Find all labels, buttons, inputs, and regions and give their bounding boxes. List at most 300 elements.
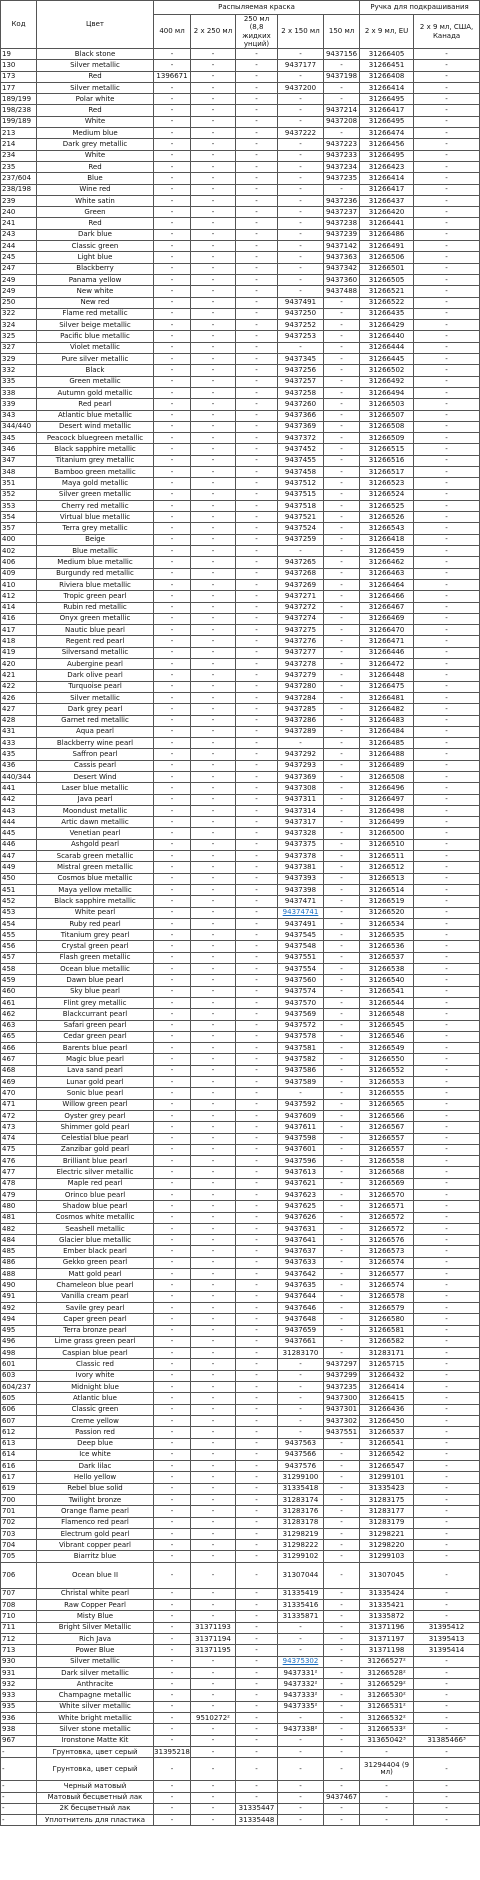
cell-150ml: - <box>324 613 360 624</box>
cell-pen-us: - <box>414 1679 480 1690</box>
cell-code: 607 <box>1 1415 37 1426</box>
cell-color: Silver green metallic <box>37 489 154 500</box>
cell-250ml: - <box>236 161 278 172</box>
cell-2x250ml: - <box>191 636 236 647</box>
cell-pen-us: - <box>414 1562 480 1588</box>
cell-code: 491 <box>1 1291 37 1302</box>
cell-2x150ml: 31307044 <box>278 1562 324 1588</box>
cell-pen-us: - <box>414 918 480 929</box>
cell-400ml: - <box>154 60 191 71</box>
cell-pen-us: - <box>414 1212 480 1223</box>
cell-color: Cosmos blue metallic <box>37 873 154 884</box>
cell-2x250ml: - <box>191 263 236 274</box>
cell-color: Silver metallic <box>37 60 154 71</box>
cell-code: 421 <box>1 670 37 681</box>
cell-pen-us: - <box>414 1314 480 1325</box>
cell-400ml: - <box>154 749 191 760</box>
cell-2x250ml: - <box>191 433 236 444</box>
cell-400ml: - <box>154 1370 191 1381</box>
cell-2x250ml: - <box>191 613 236 624</box>
cell-code: 412 <box>1 591 37 602</box>
cell-400ml: - <box>154 1690 191 1701</box>
cell-color: Rebel blue solid <box>37 1483 154 1494</box>
cell-2x150ml: 9437252 <box>278 320 324 331</box>
cell-250ml: - <box>236 1382 278 1393</box>
table-row <box>1 523 480 534</box>
cell-pen-eu: 31266515 <box>360 444 414 455</box>
cell-2x150ml: 9437581 <box>278 1043 324 1054</box>
table-row <box>1 568 480 579</box>
table-row <box>1 1280 480 1291</box>
cell-150ml: - <box>324 794 360 805</box>
cell-250ml: - <box>236 1144 278 1155</box>
cell-250ml: - <box>236 195 278 206</box>
cell-2x250ml: - <box>191 331 236 342</box>
cell-150ml: - <box>324 602 360 613</box>
cell-pen-us: - <box>414 274 480 285</box>
cell-150ml: - <box>324 647 360 658</box>
cell-code: 338 <box>1 387 37 398</box>
cell-2x250ml: - <box>191 952 236 963</box>
cell-2x250ml: - <box>191 1348 236 1359</box>
cell-pen-eu: 31266542 <box>360 1449 414 1460</box>
cell-250ml: - <box>236 1201 278 1212</box>
cell-250ml: - <box>236 546 278 557</box>
cell-pen-us: - <box>414 1404 480 1415</box>
cell-2x250ml: - <box>191 1088 236 1099</box>
cell-2x250ml: - <box>191 1178 236 1189</box>
cell-pen-eu: 31266440 <box>360 331 414 342</box>
cell-pen-us: - <box>414 760 480 771</box>
cell-250ml: - <box>236 410 278 421</box>
cell-2x250ml: - <box>191 286 236 297</box>
cell-color: Gekko green pearl <box>37 1257 154 1268</box>
cell-2x150ml: 9437292 <box>278 749 324 760</box>
cell-250ml: - <box>236 1611 278 1622</box>
cell-400ml: - <box>154 794 191 805</box>
table-row <box>1 1009 480 1020</box>
cell-color: Уплотнитель для пластика <box>37 1815 154 1826</box>
cell-color: Celestial blue pearl <box>37 1133 154 1144</box>
cell-2x150ml[interactable]: 94374741 <box>278 907 324 918</box>
cell-250ml: - <box>236 659 278 670</box>
table-row <box>1 828 480 839</box>
cell-400ml: - <box>154 1528 191 1539</box>
cell-code: 418 <box>1 636 37 647</box>
cell-2x150ml: 9437369 <box>278 421 324 432</box>
cell-pen-us: - <box>414 105 480 116</box>
table-row <box>1 1656 480 1667</box>
cell-150ml: - <box>324 1815 360 1826</box>
cell-250ml: - <box>236 1336 278 1347</box>
cell-code: 422 <box>1 681 37 692</box>
table-row <box>1 546 480 557</box>
cell-color: Sonic blue pearl <box>37 1088 154 1099</box>
cell-color: Blackcurrant pearl <box>37 1009 154 1020</box>
cell-150ml: - <box>324 1280 360 1291</box>
cell-250ml: - <box>236 1517 278 1528</box>
cell-400ml: - <box>154 760 191 771</box>
cell-pen-us: - <box>414 1099 480 1110</box>
table-row <box>1 1724 480 1735</box>
table-row <box>1 466 480 477</box>
cell-150ml: - <box>324 1551 360 1562</box>
cell-color: Classic red <box>37 1359 154 1370</box>
cell-150ml: - <box>324 1144 360 1155</box>
cell-pen-eu: 31266530² <box>360 1690 414 1701</box>
cell-pen-us: - <box>414 1415 480 1426</box>
cell-2x150ml: - <box>278 1427 324 1438</box>
cell-400ml: - <box>154 1472 191 1483</box>
cell-150ml: - <box>324 1054 360 1065</box>
cell-pen-us: - <box>414 1551 480 1562</box>
cell-150ml: - <box>324 1633 360 1644</box>
cell-2x150ml: 9437284 <box>278 692 324 703</box>
cell-pen-eu: 31266535 <box>360 930 414 941</box>
cell-pen-eu: 31335423 <box>360 1483 414 1494</box>
cell-250ml: - <box>236 105 278 116</box>
cell-code: 705 <box>1 1551 37 1562</box>
cell-code: 482 <box>1 1223 37 1234</box>
cell-400ml: - <box>154 1404 191 1415</box>
table-row <box>1 1189 480 1200</box>
cell-color: 2K бесцветный лак <box>37 1803 154 1814</box>
cell-150ml: 9437297 <box>324 1359 360 1370</box>
cell-400ml: - <box>154 1144 191 1155</box>
cell-pen-us: - <box>414 964 480 975</box>
table-row <box>1 896 480 907</box>
cell-pen-eu: 31266550 <box>360 1054 414 1065</box>
cell-250ml: - <box>236 128 278 139</box>
cell-code: 711 <box>1 1622 37 1633</box>
cell-pen-us: - <box>414 1724 480 1735</box>
cell-pen-eu: 31266569 <box>360 1178 414 1189</box>
cell-400ml: - <box>154 1246 191 1257</box>
cell-pen-us: - <box>414 749 480 760</box>
cell-400ml: - <box>154 286 191 297</box>
cell-2x150ml: 9437331² <box>278 1667 324 1678</box>
table-row <box>1 1679 480 1690</box>
cell-code: 935 <box>1 1701 37 1712</box>
cell-150ml: - <box>324 376 360 387</box>
cell-150ml: - <box>324 1506 360 1517</box>
cell-pen-eu: 31266552 <box>360 1065 414 1076</box>
cell-code: 130 <box>1 60 37 71</box>
cell-code: 428 <box>1 715 37 726</box>
cell-2x150ml: 9437289 <box>278 726 324 737</box>
cell-color: Vibrant copper pearl <box>37 1540 154 1551</box>
cell-2x150ml: 9437582 <box>278 1054 324 1065</box>
cell-pen-us: - <box>414 1517 480 1528</box>
cell-pen-eu: 31283179 <box>360 1517 414 1528</box>
cell-2x250ml: - <box>191 274 236 285</box>
cell-400ml: - <box>154 873 191 884</box>
cell-color: Oyster grey pearl <box>37 1110 154 1121</box>
cell-250ml: - <box>236 1645 278 1656</box>
cell-2x150ml: - <box>278 738 324 749</box>
cell-400ml: - <box>154 116 191 127</box>
cell-pen-us: - <box>414 1336 480 1347</box>
cell-pen-eu: 31266418 <box>360 534 414 545</box>
cell-2x150ml: 9437578 <box>278 1031 324 1042</box>
cell-pen-eu: 31266544 <box>360 997 414 1008</box>
cell-400ml: - <box>154 354 191 365</box>
cell-color: Ivory white <box>37 1370 154 1381</box>
cell-150ml: - <box>324 1031 360 1042</box>
cell-pen-us: - <box>414 941 480 952</box>
cell-150ml: - <box>324 444 360 455</box>
cell-pen-us: - <box>414 116 480 127</box>
table-row <box>1 500 480 511</box>
cell-400ml: - <box>154 387 191 398</box>
table-row <box>1 1633 480 1644</box>
cell-150ml: 9437156 <box>324 49 360 60</box>
cell-color: Грунтовка, цвет серый <box>37 1746 154 1757</box>
cell-400ml: - <box>154 1257 191 1268</box>
cell-color: Black stone <box>37 49 154 60</box>
cell-pen-us: - <box>414 421 480 432</box>
cell-code: 354 <box>1 512 37 523</box>
cell-pen-eu: 31266446 <box>360 647 414 658</box>
cell-pen-us: - <box>414 1461 480 1472</box>
cell-2x250ml: - <box>191 941 236 952</box>
cell-250ml: - <box>236 308 278 319</box>
cell-pen-eu: 31266507 <box>360 410 414 421</box>
cell-400ml: - <box>154 1803 191 1814</box>
cell-2x250ml: - <box>191 1701 236 1712</box>
cell-pen-us: - <box>414 1065 480 1076</box>
table-row <box>1 229 480 240</box>
cell-pen-us: - <box>414 82 480 93</box>
cell-color: Crystal green pearl <box>37 941 154 952</box>
cell-2x250ml: - <box>191 1269 236 1280</box>
cell-2x250ml: - <box>191 772 236 783</box>
cell-2x150ml[interactable]: 94375302 <box>278 1656 324 1667</box>
cell-code: 436 <box>1 760 37 771</box>
cell-150ml: 9437236 <box>324 195 360 206</box>
cell-code: 249 <box>1 274 37 285</box>
cell-400ml: - <box>154 1792 191 1803</box>
table-row <box>1 1551 480 1562</box>
cell-pen-eu: 31266578 <box>360 1291 414 1302</box>
cell-250ml: - <box>236 1325 278 1336</box>
cell-150ml: - <box>324 320 360 331</box>
cell-color: Rubin red metallic <box>37 602 154 613</box>
cell-400ml: - <box>154 896 191 907</box>
cell-2x150ml: - <box>278 195 324 206</box>
cell-150ml: - <box>324 1122 360 1133</box>
cell-150ml: - <box>324 1110 360 1121</box>
cell-400ml: - <box>154 681 191 692</box>
cell-250ml: - <box>236 1099 278 1110</box>
cell-2x250ml: - <box>191 997 236 1008</box>
cell-150ml: - <box>324 1611 360 1622</box>
table-row <box>1 1781 480 1792</box>
cell-2x150ml: 9437625 <box>278 1201 324 1212</box>
table-row <box>1 71 480 82</box>
cell-color: Savile grey pearl <box>37 1302 154 1313</box>
cell-250ml: - <box>236 839 278 850</box>
cell-pen-us: - <box>414 726 480 737</box>
cell-pen-eu: 31266492 <box>360 376 414 387</box>
cell-400ml: - <box>154 1054 191 1065</box>
cell-code: 481 <box>1 1212 37 1223</box>
cell-pen-eu: 31266475 <box>360 681 414 692</box>
cell-pen-us: - <box>414 433 480 444</box>
cell-250ml: - <box>236 964 278 975</box>
cell-150ml: - <box>324 1588 360 1599</box>
cell-code: 348 <box>1 466 37 477</box>
cell-400ml: - <box>154 613 191 624</box>
cell-2x250ml: - <box>191 1370 236 1381</box>
cell-color: Anthracite <box>37 1679 154 1690</box>
cell-pen-eu: 31266472 <box>360 659 414 670</box>
cell-color: Black sapphire metallic <box>37 896 154 907</box>
cell-150ml: 9437223 <box>324 139 360 150</box>
cell-pen-eu: 31266580 <box>360 1314 414 1325</box>
cell-pen-us: - <box>414 1506 480 1517</box>
cell-400ml: - <box>154 602 191 613</box>
cell-pen-eu: 31266572 <box>360 1223 414 1234</box>
cell-pen-us: - <box>414 1781 480 1792</box>
cell-color: Dark silver metallic <box>37 1667 154 1678</box>
cell-2x250ml: 31371195 <box>191 1645 236 1656</box>
cell-150ml: - <box>324 1803 360 1814</box>
cell-pen-eu: 31266491 <box>360 241 414 252</box>
cell-2x150ml: 9437524 <box>278 523 324 534</box>
cell-2x150ml: 31298222 <box>278 1540 324 1551</box>
cell-150ml: - <box>324 455 360 466</box>
cell-pen-eu: 31266508 <box>360 421 414 432</box>
cell-150ml: - <box>324 692 360 703</box>
cell-color: White pearl <box>37 907 154 918</box>
cell-pen-eu: 31266499 <box>360 817 414 828</box>
cell-400ml: - <box>154 964 191 975</box>
cell-code: 329 <box>1 354 37 365</box>
cell-pen-eu: 31266469 <box>360 613 414 624</box>
cell-400ml: - <box>154 1201 191 1212</box>
cell-2x250ml: - <box>191 738 236 749</box>
cell-code: 931 <box>1 1667 37 1678</box>
cell-150ml: - <box>324 1133 360 1144</box>
cell-2x250ml: - <box>191 354 236 365</box>
cell-2x250ml: - <box>191 1472 236 1483</box>
cell-400ml: - <box>154 839 191 850</box>
cell-150ml: - <box>324 1781 360 1792</box>
cell-150ml: - <box>324 523 360 534</box>
cell-250ml: - <box>236 1404 278 1415</box>
cell-pen-eu: 31266533² <box>360 1724 414 1735</box>
cell-150ml: - <box>324 1701 360 1712</box>
cell-color: Green metallic <box>37 376 154 387</box>
cell-250ml: - <box>236 1667 278 1678</box>
cell-400ml: - <box>154 500 191 511</box>
cell-400ml: - <box>154 1781 191 1792</box>
cell-250ml: - <box>236 1506 278 1517</box>
cell-150ml: 9437214 <box>324 105 360 116</box>
cell-pen-eu: 31266467 <box>360 602 414 613</box>
cell-code: 614 <box>1 1449 37 1460</box>
cell-pen-eu: 31266456 <box>360 139 414 150</box>
cell-2x150ml: - <box>278 139 324 150</box>
cell-pen-us: - <box>414 195 480 206</box>
cell-400ml: - <box>154 1336 191 1347</box>
cell-2x150ml: 9437260 <box>278 399 324 410</box>
table-row <box>1 1246 480 1257</box>
cell-150ml: - <box>324 1528 360 1539</box>
cell-code: 322 <box>1 308 37 319</box>
cell-pen-eu: 31283171 <box>360 1348 414 1359</box>
cell-code: 485 <box>1 1246 37 1257</box>
cell-2x150ml: 9437268 <box>278 568 324 579</box>
cell-color: White <box>37 150 154 161</box>
cell-code: 466 <box>1 1043 37 1054</box>
cell-250ml: - <box>236 455 278 466</box>
cell-2x250ml: - <box>191 365 236 376</box>
cell-pen-eu: 31266577 <box>360 1269 414 1280</box>
cell-2x150ml: 9437560 <box>278 975 324 986</box>
cell-2x250ml: - <box>191 591 236 602</box>
cell-code: 414 <box>1 602 37 613</box>
cell-250ml: - <box>236 71 278 82</box>
table-row <box>1 726 480 737</box>
cell-2x250ml: - <box>191 1212 236 1223</box>
cell-400ml: - <box>154 1077 191 1088</box>
cell-color: Dark olive pearl <box>37 670 154 681</box>
cell-pen-us: - <box>414 1713 480 1724</box>
header-2x9ml-us-canada: 2 x 9 мл, США, Канада <box>414 15 480 49</box>
cell-250ml: - <box>236 772 278 783</box>
cell-400ml: - <box>154 410 191 421</box>
table-row <box>1 613 480 624</box>
cell-pen-us: - <box>414 466 480 477</box>
cell-pen-us: - <box>414 308 480 319</box>
cell-color: Willow green pearl <box>37 1099 154 1110</box>
cell-pen-us: - <box>414 681 480 692</box>
cell-400ml: - <box>154 218 191 229</box>
cell-2x150ml: 9437592 <box>278 1099 324 1110</box>
cell-400ml: - <box>154 49 191 60</box>
cell-2x150ml: 9437258 <box>278 387 324 398</box>
cell-color: Flash green metallic <box>37 952 154 963</box>
cell-2x150ml: - <box>278 1792 324 1803</box>
cell-color: Virtual blue metallic <box>37 512 154 523</box>
cell-code: 470 <box>1 1088 37 1099</box>
cell-pen-eu: 31266543 <box>360 523 414 534</box>
cell-250ml: - <box>236 421 278 432</box>
cell-pen-eu: 31266414 <box>360 82 414 93</box>
table-row <box>1 1562 480 1588</box>
cell-250ml: - <box>236 1472 278 1483</box>
table-row <box>1 1223 480 1234</box>
cell-2x250ml: - <box>191 715 236 726</box>
cell-code: 708 <box>1 1600 37 1611</box>
cell-pen-eu: 31307045 <box>360 1562 414 1588</box>
cell-pen-eu: 31266532² <box>360 1713 414 1724</box>
cell-code: 416 <box>1 613 37 624</box>
cell-code: 967 <box>1 1735 37 1746</box>
cell-color: Polar white <box>37 94 154 105</box>
cell-2x150ml: - <box>278 1735 324 1746</box>
cell-2x150ml: 31283178 <box>278 1517 324 1528</box>
cell-pen-eu: 31266441 <box>360 218 414 229</box>
cell-color: Red <box>37 161 154 172</box>
cell-code: 442 <box>1 794 37 805</box>
cell-250ml: - <box>236 1269 278 1280</box>
table-row <box>1 184 480 195</box>
cell-color: Peacock bluegreen metallic <box>37 433 154 444</box>
cell-pen-eu: 31266414 <box>360 173 414 184</box>
